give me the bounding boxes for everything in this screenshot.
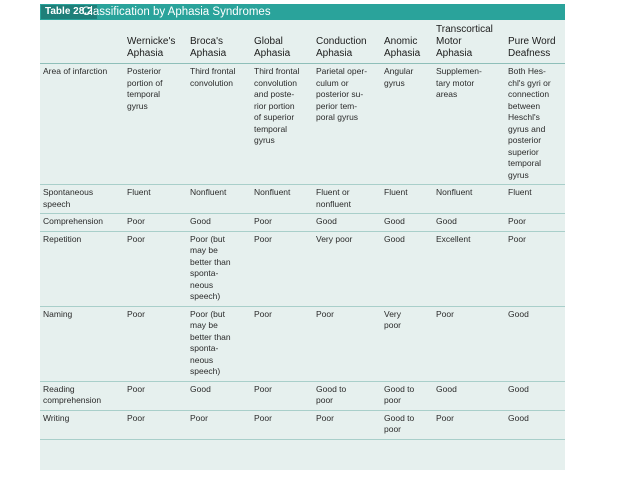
table-row xyxy=(40,306,565,381)
table-sheet xyxy=(40,4,565,470)
header-row xyxy=(40,24,565,64)
table-cell: Poor xyxy=(251,410,313,439)
table-row xyxy=(40,185,565,214)
row-label: Spontaneous speech xyxy=(40,185,124,214)
row-label: Comprehension xyxy=(40,214,124,232)
table-cell: Good xyxy=(433,381,505,410)
row-label: Naming xyxy=(40,306,124,381)
table-row xyxy=(40,231,565,306)
table-cell: Poor xyxy=(313,410,381,439)
table-cell: Third frontal convolution xyxy=(187,64,251,185)
column-header-label: Pure Word Deafness xyxy=(508,36,556,59)
table-body xyxy=(40,64,565,440)
column-header xyxy=(505,24,565,64)
table-cell: Poor xyxy=(251,306,313,381)
table-cell: Excellent xyxy=(433,231,505,306)
table-cell: Poor xyxy=(251,214,313,232)
table-cell: Nonfluent xyxy=(187,185,251,214)
table-title-bar xyxy=(40,4,565,20)
table-cell: Good xyxy=(187,381,251,410)
table-cell: Poor xyxy=(433,306,505,381)
table-cell: Poor xyxy=(124,381,187,410)
table-cell: Third frontal convolution and poste- rior portion of superior temporal gyrus xyxy=(251,64,313,185)
table-cell: Good to poor xyxy=(381,410,433,439)
column-header xyxy=(433,24,505,64)
table-cell: Poor xyxy=(313,306,381,381)
table-row xyxy=(40,381,565,410)
header-corner xyxy=(40,24,124,64)
table-cell: Poor xyxy=(187,410,251,439)
table-cell: Good xyxy=(505,306,565,381)
table-cell: Supplemen- tary motor areas xyxy=(433,64,505,185)
table-number-tag: Table 28.2 xyxy=(41,5,97,19)
table-cell: Fluent or nonfluent xyxy=(313,185,381,214)
column-header-label: Wernicke's Aphasia xyxy=(127,36,176,59)
table-cell: Good xyxy=(433,214,505,232)
table-cell: Posterior portion of temporal gyrus xyxy=(124,64,187,185)
table-row xyxy=(40,64,565,185)
table-cell: Fluent xyxy=(381,185,433,214)
column-header-label: Broca's Aphasia xyxy=(190,36,227,59)
table-cell: Good xyxy=(313,214,381,232)
table-cell: Poor xyxy=(124,214,187,232)
table-cell: Good xyxy=(505,410,565,439)
table-cell: Fluent xyxy=(124,185,187,214)
table-title: Classification by Aphasia Syndromes xyxy=(82,6,271,18)
row-label: Area of infarction xyxy=(40,64,124,185)
column-header-label: Conduction Aphasia xyxy=(316,36,367,59)
table-cell: Parietal oper- culum or posterior su- perior tem- poral gyrus xyxy=(313,64,381,185)
row-label: Repetition xyxy=(40,231,124,306)
table-cell: Poor xyxy=(505,214,565,232)
table-cell: Poor xyxy=(505,231,565,306)
table-cell: Fluent xyxy=(505,185,565,214)
column-header xyxy=(187,24,251,64)
table-cell: Good xyxy=(381,231,433,306)
column-header-label: Anomic Aphasia xyxy=(384,36,421,59)
column-header xyxy=(381,24,433,64)
table-cell: Poor xyxy=(124,306,187,381)
column-header xyxy=(124,24,187,64)
table-cell: Poor xyxy=(251,381,313,410)
table-cell: Both Hes- chl's gyri or connection between Heschl's gyrus and posterior superior temporal gyrus xyxy=(505,64,565,185)
table-cell: Poor xyxy=(124,410,187,439)
table-cell: Good xyxy=(381,214,433,232)
column-header-label: Transcortical Motor Aphasia xyxy=(436,24,493,59)
table-cell: Good xyxy=(187,214,251,232)
row-label: Reading comprehension xyxy=(40,381,124,410)
row-label: Writing xyxy=(40,410,124,439)
table-cell: Angular gyrus xyxy=(381,64,433,185)
column-header xyxy=(251,24,313,64)
column-header-label: Global Aphasia xyxy=(254,36,291,59)
table-cell: Good to poor xyxy=(313,381,381,410)
table-cell: Nonfluent xyxy=(251,185,313,214)
table-cell: Good to poor xyxy=(381,381,433,410)
table-cell: Very poor xyxy=(381,306,433,381)
aphasia-classification-table xyxy=(40,24,565,440)
table-cell: Poor xyxy=(251,231,313,306)
table-cell: Poor (but may be better than sponta- neous speech) xyxy=(187,231,251,306)
table-cell: Good xyxy=(505,381,565,410)
table-cell: Poor xyxy=(124,231,187,306)
table-row xyxy=(40,410,565,439)
table-row xyxy=(40,214,565,232)
table-cell: Poor xyxy=(433,410,505,439)
table-cell: Very poor xyxy=(313,231,381,306)
table-cell: Nonfluent xyxy=(433,185,505,214)
table-cell: Poor (but may be better than sponta- neous speech) xyxy=(187,306,251,381)
column-header xyxy=(313,24,381,64)
